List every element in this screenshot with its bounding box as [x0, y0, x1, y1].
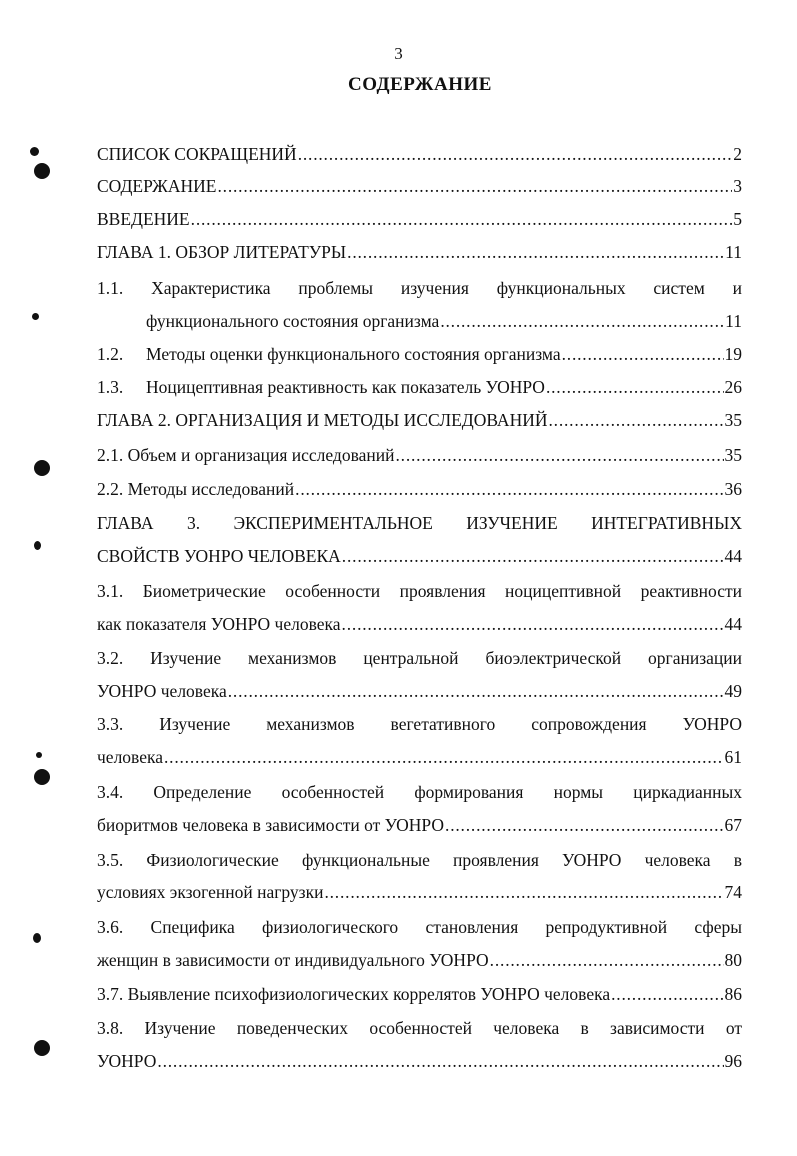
toc-word: УОНРО: [562, 850, 622, 870]
toc-entry-page: 5: [733, 209, 742, 229]
toc-entry-chapter-3-line2[interactable]: [97, 545, 742, 567]
toc-entry-3-6-line2[interactable]: [97, 949, 742, 971]
toc-leader: [490, 949, 724, 971]
toc-word: Специфика: [150, 917, 235, 937]
toc-word: реактивности: [640, 581, 742, 601]
toc-entry-3-1-line2[interactable]: [97, 613, 742, 635]
toc-word: циркадианных: [633, 782, 742, 802]
toc-word: нормы: [553, 782, 604, 802]
toc-word: ЭКСПЕРИМЕНТАЛЬНОЕ: [233, 513, 433, 533]
toc-entry-page: 35: [724, 445, 742, 465]
toc-entry-page: 19: [724, 344, 742, 364]
toc-word: и: [732, 278, 742, 298]
toc-entry-3-6-line1[interactable]: [97, 916, 742, 938]
toc-entry-title: СОДЕРЖАНИЕ: [97, 176, 217, 196]
margin-dot: [34, 1040, 50, 1056]
toc-entry-page: 74: [724, 882, 742, 902]
toc-word: вегетативного: [390, 714, 496, 734]
toc-entry-title: УОНРО человека: [97, 681, 227, 701]
margin-speck: [36, 752, 42, 758]
toc-entry-abbreviations[interactable]: [97, 143, 742, 165]
toc-word: функциональных: [496, 278, 626, 298]
toc-word: 3.: [186, 513, 201, 533]
toc-entry-title: ГЛАВА 2. ОРГАНИЗАЦИЯ И МЕТОДЫ ИССЛЕДОВАНИЙ: [97, 410, 548, 430]
toc-leader: [191, 208, 733, 230]
toc-leader: [217, 175, 732, 197]
toc-word: зависимости: [610, 1018, 705, 1038]
toc-entry-page: 36: [724, 479, 742, 499]
margin-speck: [30, 147, 39, 156]
toc-entry-1-1-line2[interactable]: [146, 310, 742, 332]
toc-entry-title: ВВЕДЕНИЕ: [97, 209, 190, 229]
toc-word: функциональные: [301, 850, 430, 870]
toc-leader: [157, 1050, 723, 1072]
toc-entry-3-4-line1[interactable]: [97, 781, 742, 803]
toc-word: проявления: [399, 581, 486, 601]
toc-entry-contents[interactable]: [97, 175, 742, 197]
toc-entry-3-8-line2[interactable]: [97, 1050, 742, 1072]
toc-entry-title: Ноцицептивная реактивность как показатель УОНРО: [146, 377, 545, 397]
toc-word: человека: [644, 850, 711, 870]
toc-entry-chapter-2[interactable]: [97, 409, 742, 431]
toc-entry-page: 44: [724, 546, 742, 566]
margin-speck: [32, 313, 39, 320]
toc-word: систем: [653, 278, 705, 298]
toc-leader: [548, 409, 723, 431]
toc-leader: [342, 545, 724, 567]
toc-word: сферы: [694, 917, 742, 937]
toc-entry-title: 2.2. Методы исследований: [97, 479, 295, 499]
toc-entry-2-2[interactable]: [97, 478, 742, 500]
toc-word: Изучение: [150, 648, 222, 668]
toc-entry-2-1[interactable]: [97, 444, 742, 466]
toc-word: ИНТЕГРАТИВНЫХ: [591, 513, 742, 533]
toc-word: ИЗУЧЕНИЕ: [466, 513, 558, 533]
toc-word: УОНРО: [682, 714, 742, 734]
toc-entry-introduction[interactable]: [97, 208, 742, 230]
toc-word: 3.6.: [97, 917, 124, 937]
toc-entry-3-5-line1[interactable]: [97, 849, 742, 871]
toc-word: особенностей: [369, 1018, 472, 1038]
toc-word: 3.5.: [97, 850, 124, 870]
toc-leader: [611, 983, 723, 1005]
toc-leader: [295, 478, 723, 500]
toc-word: изучения: [400, 278, 469, 298]
toc-entry-title: ГЛАВА 1. ОБЗОР ЛИТЕРАТУРЫ: [97, 242, 347, 262]
toc-entry-page: 86: [724, 984, 742, 1004]
toc-entry-page: 49: [724, 681, 742, 701]
toc-word: проявления: [453, 850, 539, 870]
toc-word: в: [580, 1018, 589, 1038]
toc-word: человека: [493, 1018, 560, 1038]
toc-word: поведенческих: [236, 1018, 349, 1038]
toc-entry-title: человека: [97, 747, 163, 767]
toc-leader: [395, 444, 723, 466]
toc-leader: [562, 343, 724, 365]
toc-leader: [342, 613, 724, 635]
toc-entry-title: женщин в зависимости от индивидуального УОНРО: [97, 950, 489, 970]
toc-word: организации: [648, 648, 742, 668]
toc-entry-3-2-line1[interactable]: [97, 647, 742, 669]
toc-word: физиологического: [262, 917, 399, 937]
toc-leader: [164, 746, 724, 768]
toc-entry-number: 1.3.: [97, 377, 124, 397]
toc-entry-3-5-line2[interactable]: [97, 881, 742, 903]
toc-entry-page: 11: [725, 311, 742, 331]
toc-entry-title: функционального состояния организма: [146, 311, 440, 331]
toc-entry-page: 80: [724, 950, 742, 970]
toc-entry-3-3-line1[interactable]: [97, 713, 742, 735]
toc-word: сопровождения: [531, 714, 647, 734]
toc-entry-title: СВОЙСТВ УОНРО ЧЕЛОВЕКА: [97, 546, 341, 566]
toc-entry-page: 67: [724, 815, 742, 835]
toc-entry-title: Методы оценки функционального состояния организма: [146, 344, 561, 364]
toc-leader: [298, 143, 733, 165]
margin-speck: [34, 541, 41, 550]
toc-word: 3.3.: [97, 714, 124, 734]
toc-word: ноцицептивной: [505, 581, 622, 601]
toc-entry-title: условиях экзогенной нагрузки: [97, 882, 324, 902]
toc-word: механизмов: [266, 714, 355, 734]
toc-word: проблемы: [298, 278, 374, 298]
toc-word: 1.1.: [97, 278, 124, 298]
toc-word: Определение: [153, 782, 252, 802]
toc-word: центральной: [363, 648, 459, 668]
toc-entry-page: 3: [733, 176, 742, 196]
toc-leader: [445, 814, 723, 836]
toc-word: биоэлектрической: [485, 648, 622, 668]
margin-dot: [34, 163, 50, 179]
toc-leader: [347, 241, 724, 263]
toc-entry-3-4-line2[interactable]: [97, 814, 742, 836]
toc-entry-1-2[interactable]: [97, 343, 742, 365]
toc-word: 3.8.: [97, 1018, 124, 1038]
margin-dot: [34, 460, 50, 476]
toc-entry-page: 35: [724, 410, 742, 430]
toc-entry-3-1-line1[interactable]: [97, 580, 742, 602]
toc-word: ГЛАВА: [97, 513, 154, 533]
toc-word: Биометрические: [142, 581, 266, 601]
toc-word: Характеристика: [151, 278, 271, 298]
toc-entry-1-1-line1[interactable]: [97, 277, 742, 299]
toc-entry-3-8-line1[interactable]: [97, 1017, 742, 1039]
toc-word: 3.4.: [97, 782, 124, 802]
toc-entry-chapter-3-line1[interactable]: [97, 512, 742, 534]
toc-word: от: [725, 1018, 742, 1038]
page-number: 3: [394, 44, 403, 63]
toc-entry-3-2-line2[interactable]: [97, 680, 742, 702]
toc-entry-page: 2: [733, 144, 742, 164]
toc-entry-title: УОНРО: [97, 1051, 157, 1071]
toc-word: 3.2.: [97, 648, 124, 668]
toc-entry-title: 3.7. Выявление психофизиологических коррелятов УОНРО человека: [97, 984, 611, 1004]
margin-dot: [34, 769, 50, 785]
toc-word: репродуктивной: [545, 917, 668, 937]
toc-word: Физиологические: [146, 850, 279, 870]
toc-entry-title: как показателя УОНРО человека: [97, 614, 341, 634]
toc-entry-chapter-1[interactable]: [97, 241, 742, 263]
toc-word: особенностей: [281, 782, 385, 802]
toc-word: становления: [425, 917, 519, 937]
toc-word: Изучение: [159, 714, 231, 734]
toc-word: механизмов: [248, 648, 337, 668]
toc-leader: [546, 376, 724, 398]
toc-entry-page: 26: [724, 377, 742, 397]
toc-leader: [228, 680, 724, 702]
toc-entry-1-3[interactable]: [97, 376, 742, 398]
toc-word: в: [733, 850, 742, 870]
toc-leader: [440, 310, 724, 332]
toc-entry-number: 1.2.: [97, 344, 124, 364]
toc-entry-title: СПИСОК СОКРАЩЕНИЙ: [97, 144, 297, 164]
toc-word: Изучение: [144, 1018, 216, 1038]
toc-word: особенности: [285, 581, 381, 601]
toc-entry-3-3-line2[interactable]: [97, 746, 742, 768]
toc-entry-page: 96: [724, 1051, 742, 1071]
toc-entry-title: биоритмов человека в зависимости от УОНРО: [97, 815, 445, 835]
toc-entry-page: 44: [724, 614, 742, 634]
toc-entry-page: 11: [725, 242, 742, 262]
page-title: СОДЕРЖАНИЕ: [348, 74, 492, 95]
toc-word: 3.1.: [97, 581, 124, 601]
toc-word: формирования: [414, 782, 524, 802]
toc-entry-title: 2.1. Объем и организация исследований: [97, 445, 395, 465]
toc-entry-3-7[interactable]: [97, 983, 742, 1005]
toc-leader: [324, 881, 723, 903]
margin-speck: [33, 933, 41, 943]
toc-entry-page: 61: [724, 747, 742, 767]
